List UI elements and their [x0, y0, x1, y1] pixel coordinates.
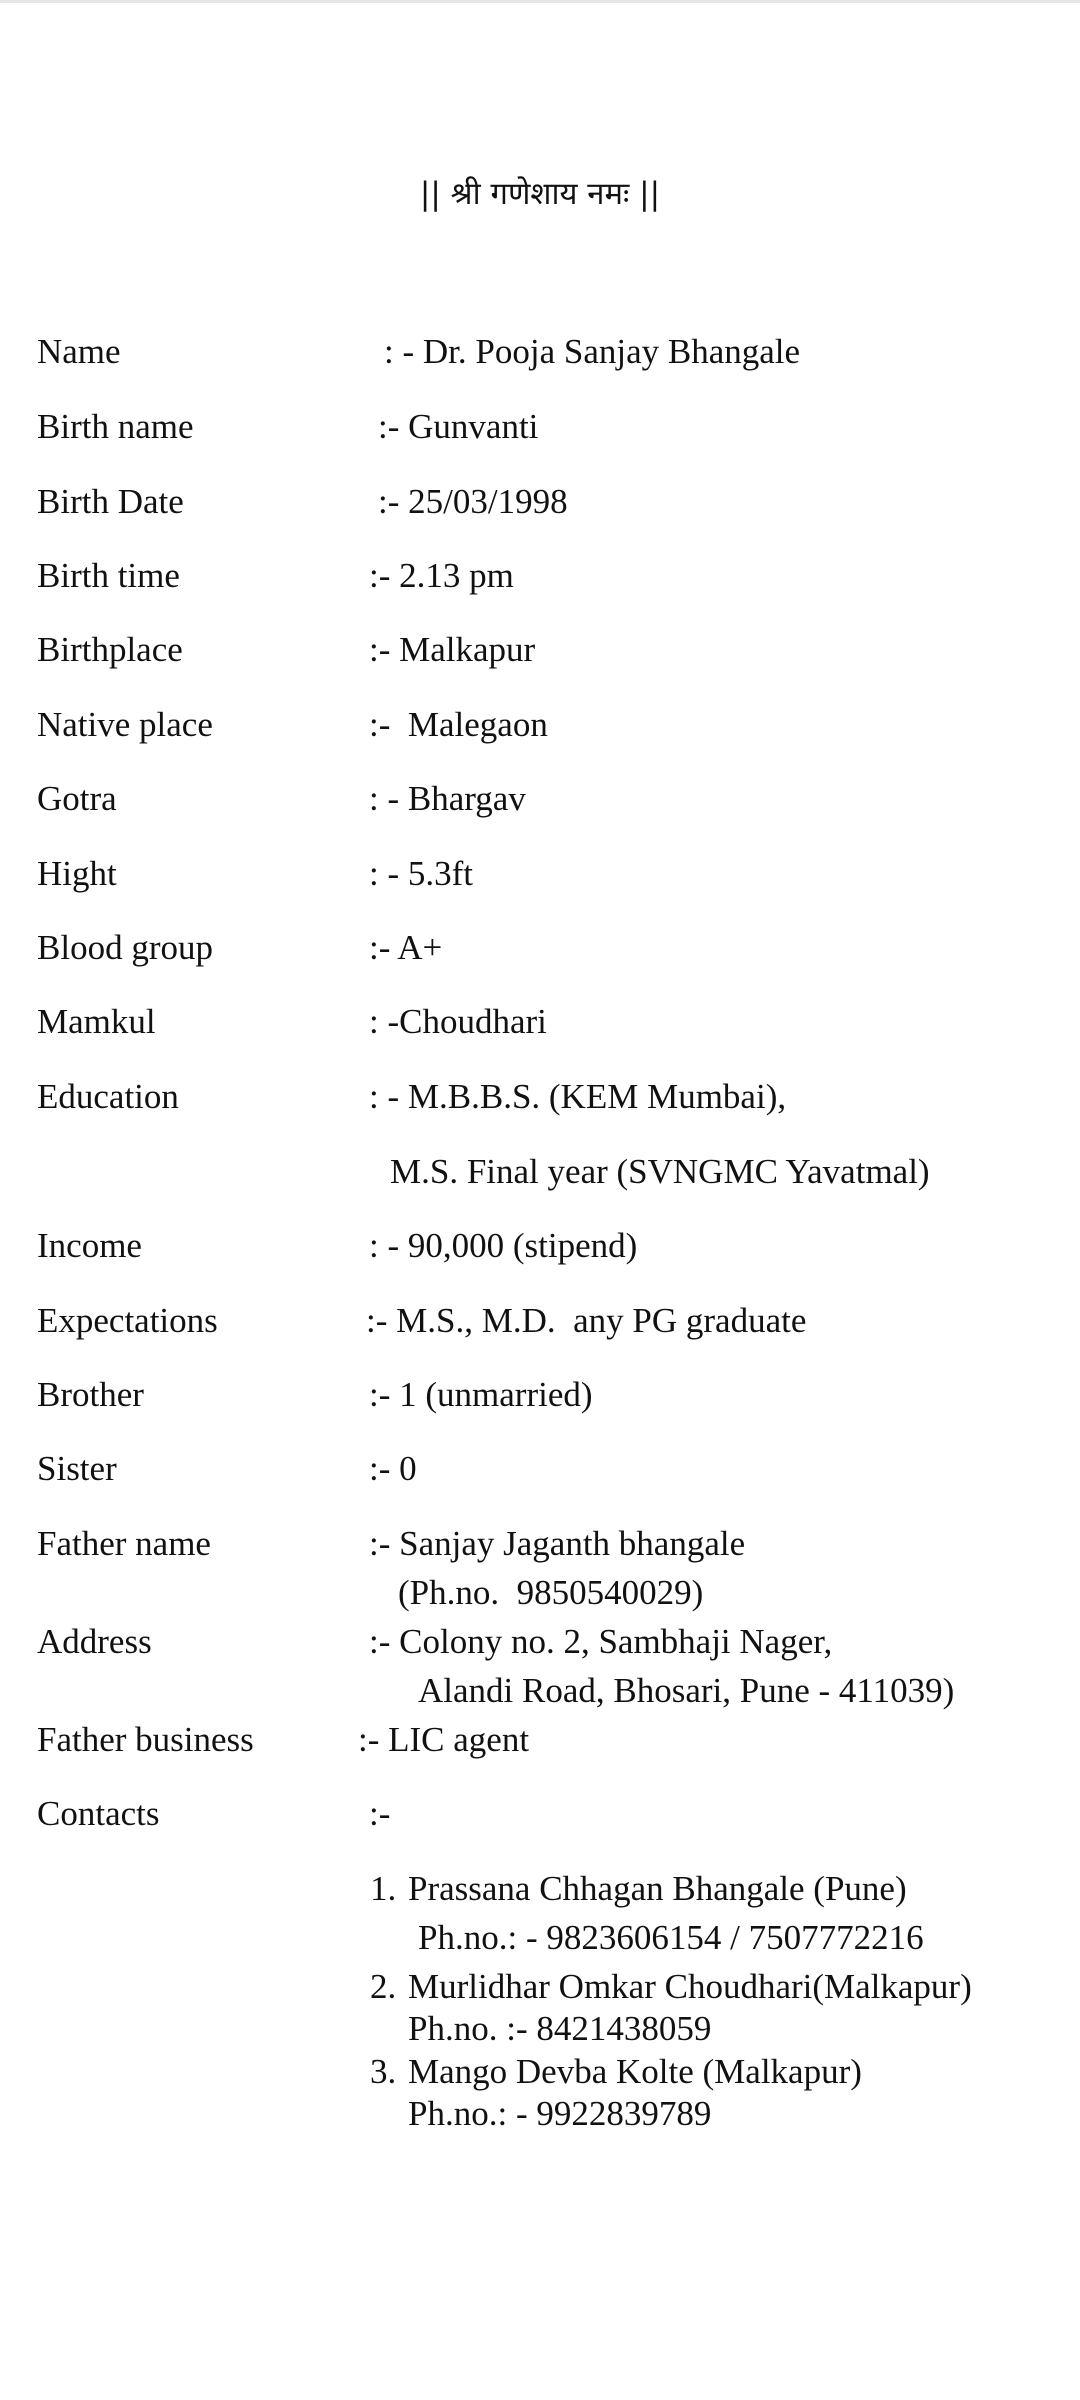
field-label-expectations: Expectations: [37, 1301, 218, 1340]
field-label-sister: Sister: [37, 1449, 117, 1488]
contact-name: Prassana Chhagan Bhangale (Pune): [408, 1869, 907, 1908]
field-label-birth-time: Birth time: [37, 556, 180, 595]
field-label-gotra: Gotra: [37, 779, 117, 818]
field-label-address: Address: [37, 1622, 152, 1661]
field-value-contacts: :-: [369, 1794, 391, 1833]
field-value-expectations: :- M.S., M.D. any PG graduate: [366, 1301, 807, 1340]
field-value-father-name: :- Sanjay Jaganth bhangale: [369, 1524, 746, 1563]
field-value-address: :- Colony no. 2, Sambhaji Nager,: [369, 1622, 833, 1661]
contact-name: Murlidhar Omkar Choudhari(Malkapur): [408, 1967, 972, 2006]
field-value-name: : - Dr. Pooja Sanjay Bhangale: [384, 332, 801, 371]
field-value-income: : - 90,000 (stipend): [369, 1226, 638, 1265]
field-label-birthplace: Birthplace: [37, 630, 183, 669]
contact-name: Mango Devba Kolte (Malkapur): [408, 2052, 862, 2091]
field-value-education-line2: M.S. Final year (SVNGMC Yavatmal): [390, 1152, 930, 1191]
field-label-father-name: Father name: [37, 1524, 211, 1563]
field-value-address-line2: Alandi Road, Bhosari, Pune - 411039): [418, 1671, 955, 1710]
field-value-father-business: :- LIC agent: [358, 1720, 530, 1759]
field-value-education: : - M.B.B.S. (KEM Mumbai),: [369, 1077, 787, 1116]
field-label-brother: Brother: [37, 1375, 144, 1414]
field-label-mamkul: Mamkul: [37, 1002, 156, 1041]
field-value-birth-date: :- 25/03/1998: [378, 482, 568, 521]
field-value-birth-time: :- 2.13 pm: [369, 556, 514, 595]
contact-phone: Ph.no.: - 9922839789: [408, 2094, 712, 2133]
contact-number: 1.: [370, 1869, 397, 1908]
contact-number: 3.: [370, 2052, 397, 2091]
field-label-contacts: Contacts: [37, 1794, 160, 1833]
field-label-native-place: Native place: [37, 705, 213, 744]
field-label-birth-name: Birth name: [37, 407, 194, 446]
invocation-header: || श्री गणेशाय नमः ||: [419, 176, 661, 212]
field-label-name: Name: [37, 332, 121, 371]
field-value-father-phone: (Ph.no. 9850540029): [398, 1573, 704, 1612]
field-value-gotra: : - Bhargav: [369, 779, 526, 818]
field-value-blood-group: :- A+: [369, 928, 443, 967]
field-value-mamkul: : -Choudhari: [369, 1002, 547, 1041]
field-label-education: Education: [37, 1077, 179, 1116]
field-value-birthplace: :- Malkapur: [369, 630, 536, 669]
field-value-native-place: :- Malegaon: [369, 705, 548, 744]
field-label-birth-date: Birth Date: [37, 482, 184, 521]
field-label-blood-group: Blood group: [37, 928, 213, 967]
field-label-height: Hight: [37, 854, 117, 893]
field-label-father-business: Father business: [37, 1720, 254, 1759]
field-value-birth-name: :- Gunvanti: [378, 407, 539, 446]
field-label-income: Income: [37, 1226, 142, 1265]
field-value-brother: :- 1 (unmarried): [369, 1375, 593, 1414]
contact-number: 2.: [370, 1967, 397, 2006]
contact-phone: Ph.no. :- 8421438059: [408, 2009, 712, 2048]
contact-phone: Ph.no.: - 9823606154 / 7507772216: [418, 1918, 924, 1957]
field-value-sister: :- 0: [369, 1449, 417, 1488]
field-value-height: : - 5.3ft: [369, 854, 474, 893]
